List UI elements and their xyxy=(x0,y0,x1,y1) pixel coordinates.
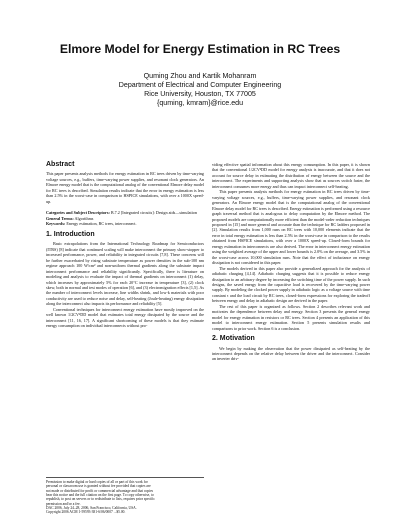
author-block xyxy=(0,72,400,108)
abstract-heading: Abstract xyxy=(46,161,75,168)
right-paragraph-2: This paper presents analysis methods for energy estimation in RC trees driven by time-varying voltage sources, e.g., buffers, time-varying power supplies, and resonant clock generators. An Elmore energy model that is the computational analog of the conventional Elmore delay model for RC trees is described. Energy estimation is performed using a resource graph traversal method that is analogous to delay computation by the Elmore method. The proposed models are computationally more efficient than the model-order reduction techniques proposed in [15] and more general and accurate than the technique for RC ladders proposed in [2]. Simulation results from 1,000 runs on RC trees with 10,000 elements indicate that the error in total energy estimation is less than 2.5% in the worst-case in comparison to the results obtained from HSPICE simulations, with over a 1000X speed-up. Closed-form bounds for energy estimation in interconnects are also derived. The error in interconnect energy estimation using the weighted average of the upper and lower bounds is 2.0% on the average, and 3.5% in the worst-case across 10,000 simulation runs. Note that the effect of inductance on energy dissipation is not considered in this paper. xyxy=(212,189,370,266)
email: {quming, kmram}@rice.edu xyxy=(156,99,244,107)
keywords-label: Keywords: xyxy=(46,221,66,227)
footnote-line: personal or classroom use is granted without fee provided that copies are xyxy=(46,484,151,489)
paper-title: Elmore Model for Energy Estimation in RC Trees xyxy=(59,42,341,56)
footnote-line: DAC 2006, July 24–28, 2006, San Francisco, California, USA. xyxy=(46,506,137,511)
university: Rice University, Houston, TX 77005 xyxy=(144,90,256,98)
footnote-line: Copyright 2006 ACM 1-59593-381-6/06/0007 ...$5.00. xyxy=(46,510,126,515)
intro-paragraph-1: Basic extrapolations from the International Technology Roadmap for Semiconductors (ITRS) [8] indicate that continued scaling will make interconnect the primary show-stopper to increased performance, power, and reliability in integrated circuits [7,8]. These concerns will be further exacerbated by rising substrate temperature as power densities in the sub-100 nm regime approach 100 W/cm² and non-uniform thermal gradients along the substrate impact interconnect performance and reliability significantly. Specifically, there is literature on modeling and analysis to evaluate the impact of thermal gradients on interconnect (1) delay, which increases by approximately 5% for each 20°C increase in temperature [3], (2) clock skew, both in normal and test modes of operation [6], and (3) electromigration effects [1,5]. As the number of interconnect levels increase, line widths shrink, and low-k materials with poor conductivity are used to reduce noise and delay, self-heating (Joule-heating) energy dissipation along the interconnect also impacts its performance and reliability [5]. xyxy=(46,241,204,307)
footnote-line: republish, to post on servers or to redistribute to lists, requires prior specific xyxy=(46,497,155,502)
right-paragraph-1: viding effective spatial information about this energy consumption. In this paper, it is shown that the conventional 1/2CV²DD model for energy analysis is inaccurate, and that it does not account for source delay in estimating the distribution of energy between the source and the interconnect. The experiments and supporting analysis show that as sources switch faster, the interconnect consumes more energy and thus can impact interconnect self-heating. xyxy=(212,162,370,189)
right-paragraph-4: The rest of this paper is organized as follows. Section 2 describes relevant work and motivates the dependence between delay and energy. Section 3 presents the general energy model for energy estimation in resistors or RC trees. Section 4 presents an application of this model to interconnect energy estimation. Section 5 presents simulation results and comparisons to prior work. Section 6 is a conclusion. xyxy=(212,303,370,331)
terms-value: Algorithms xyxy=(74,215,94,221)
intro-paragraph-2: Conventional techniques for interconnect energy estimation have mostly improved on the well known 1/2CV²DD model that estimates total energy dissipated by the source and the interconnect [11, 16, 17]. A significant shortcoming of these models is that they estimate energy consumption on individual interconnects without pro- xyxy=(46,306,204,329)
footnote-line: bear this notice and the full citation on the first page. To copy otherwise, to xyxy=(46,493,154,498)
department: Department of Electrical and Computer Engineering xyxy=(118,81,282,89)
authors: Quming Zhou and Kartik Mohanram xyxy=(143,72,257,80)
abstract-text: This paper presents analysis methods for energy estimation in RC trees driven by time-varying voltage sources, e.g., buffers, time-varying power supplies, and resonant clock generators. An Elmore energy model that is the computational analog of the conventional Elmore delay model for RC trees is described. Simulation results indicate that the error in energy estimation is less than 2.5% in the worst-case in comparison to HSPICE simulations, with over a 1000X speed-up. xyxy=(46,171,204,204)
left-column xyxy=(46,162,204,329)
categories-label: Categories and Subject Descriptors: xyxy=(46,210,110,216)
terms-label: General Terms: xyxy=(46,215,74,221)
intro-heading: 1. Introduction xyxy=(46,230,95,238)
footnote-line: not made or distributed for profit or commercial advantage and that copies xyxy=(46,488,154,493)
motivation-heading: 2. Motivation xyxy=(212,335,255,343)
right-column xyxy=(212,162,370,362)
categories-value: B.7.2 [Integrated circuits]: Design aids—simulation xyxy=(110,210,197,216)
footnote-line: Permission to make digital or hard copies of all or part of this work for xyxy=(46,480,148,484)
footnote-line: permission and/or a fee. xyxy=(46,501,81,506)
keywords-value: Energy estimation, RC trees, interconnect. xyxy=(66,221,137,227)
subject-descriptors xyxy=(46,210,204,227)
motivation-paragraph: We begin by making the observation that the power dissipated as self-heating by the interconnect depends on the relative delay between the driver and the interconnect. Consider an inverter driv- xyxy=(212,345,370,362)
right-paragraph-3: The models derived in this paper also provide a generalized approach for the analysis of adiabatic charging [4,14]. Adiabatic charging suggests that it is possible to reduce energy dissipation to an arbitrary degree by increasing the switching time of the power supply. In such designs, the saved energy from the capacitive load is recovered by the time-varying power supply. By modeling the clocked power supply in adiabatic logic as a voltage source with time constant τ and the load circuit by RC trees, closed-form expressions for exploring the tradeoff between energy and delay in adiabatic design are derived in the paper. xyxy=(212,265,370,304)
copyright-footnote xyxy=(46,477,204,515)
